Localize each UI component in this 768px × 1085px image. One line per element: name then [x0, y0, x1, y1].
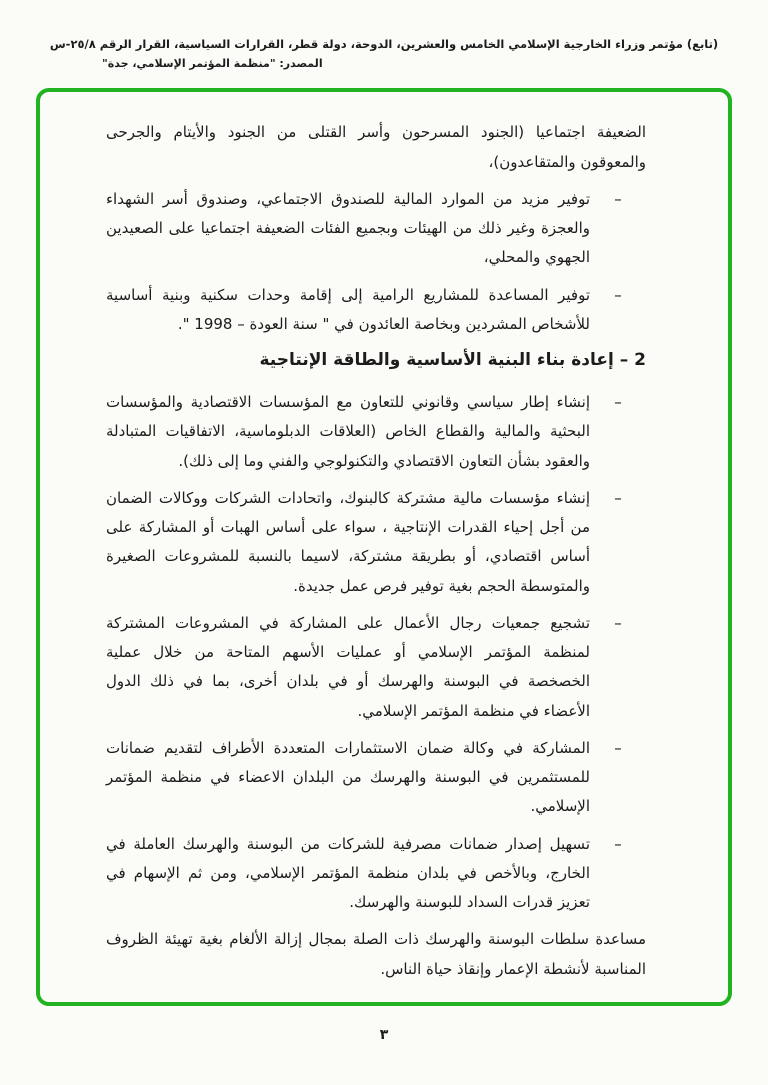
list-item — [106, 281, 646, 340]
list-item-text: إنشاء مؤسسات مالية مشتركة كالبنوك، واتحادات الشركات ووكالات الضمان من أجل إحياء القدرات الإنتاجية ، سواء على أساس الهبات أو المشاركة على أساس اقتصادي، أو بطريقة مشتركة، لاسيما بالنسبة للمشروعات الصغيرة والمتوسطة الحجم بغية توفير فرص عمل جديدة. — [106, 488, 590, 595]
closing-paragraph: مساعدة سلطات البوسنة والهرسك ذات الصلة بمجال إزالة الألغام بغية تهيئة الظروف المناسبة لأنشطة الإعمار وإنقاذ حياة الناس. — [106, 930, 646, 978]
list-item-text: توفير مزيد من الموارد المالية للصندوق الاجتماعي، وصندوق أسر الشهداء والعجزة وغير ذلك من الهيئات وبجميع الفئات الضعيفة اجتماعيا على الصعيدين الجهوي والمحلي، — [106, 189, 590, 267]
page-number: ٣ — [379, 1027, 389, 1044]
list-item — [106, 830, 646, 918]
dash-marker: – — [614, 488, 622, 507]
list-item-text: إنشاء إطار سياسي وقانوني للتعاون مع المؤسسات الاقتصادية والمؤسسات البحثية والمالية والقطاع الخاص (العلاقات الدبلوماسية، الاتفاقيات المتبادلة والعقود بشأن التعاون الاقتصادي والتكنولوجي والفني وما إلى ذلك). — [106, 393, 590, 470]
content-frame — [36, 88, 732, 1006]
dash-marker: – — [614, 613, 622, 632]
dash-marker: – — [614, 285, 622, 304]
intro-paragraph: الضعيفة اجتماعيا (الجنود المسرحون وأسر القتلى من الجنود والأيتام والجرحى والمعوقون والمتقاعدون)، — [106, 123, 646, 171]
list-item — [106, 734, 646, 822]
section-heading: 2 – إعادة بناء البنية الأساسية والطاقة الإنتاجية — [259, 350, 646, 370]
page-footer — [0, 1024, 768, 1043]
list-item — [106, 185, 646, 273]
list-item — [106, 388, 646, 476]
header-source: المصدر: "منظمة المؤتمر الإسلامي، جدة" — [102, 57, 323, 71]
list-item — [106, 484, 646, 601]
list-item-text: تشجيع جمعيات رجال الأعمال على المشاركة في المشروعات المشتركة لمنظمة المؤتمر الإسلامي أو عمليات الأسهم المتاحة من خلال عملية الخصخصة في البوسنة والهرسك أو في بلدان أخرى، بما في ذلك الدول الأعضاء في منظمة المؤتمر الإسلامي. — [106, 613, 590, 720]
list-item — [106, 609, 646, 726]
header-citation: (تابع) مؤتمر وزراء الخارجية الإسلامي الخامس والعشرين، الدوحة، دولة قطر، القرارات السياسية، القرار الرقم ٢٥/٨-س — [49, 37, 719, 51]
dash-marker: – — [614, 834, 622, 853]
list-item-text: توفير المساعدة للمشاريع الرامية إلى إقامة وحدات سكنية وبنية أساسية للأشخاص المشردين وبخاصة العائدون في " سنة العودة – 1998 ". — [106, 285, 590, 333]
dash-marker: – — [614, 189, 622, 208]
page-header — [0, 0, 768, 70]
dash-marker: – — [614, 738, 622, 757]
dash-marker: – — [614, 393, 622, 412]
list-item-text: تسهيل إصدار ضمانات مصرفية للشركات من البوسنة والهرسك العاملة في الخارج، وبالأخص في بلدان منظمة المؤتمر الإسلامي، ومن ثم الإسهام في تعزيز قدرات السداد للبوسنة والهرسك. — [106, 834, 590, 912]
list-item-text: المشاركة في وكالة ضمان الاستثمارات المتعددة الأطراف لتقديم ضمانات للمستثمرين في البوسنة والهرسك من البلدان الاعضاء في منظمة المؤتمر الإسلامي. — [106, 738, 590, 816]
